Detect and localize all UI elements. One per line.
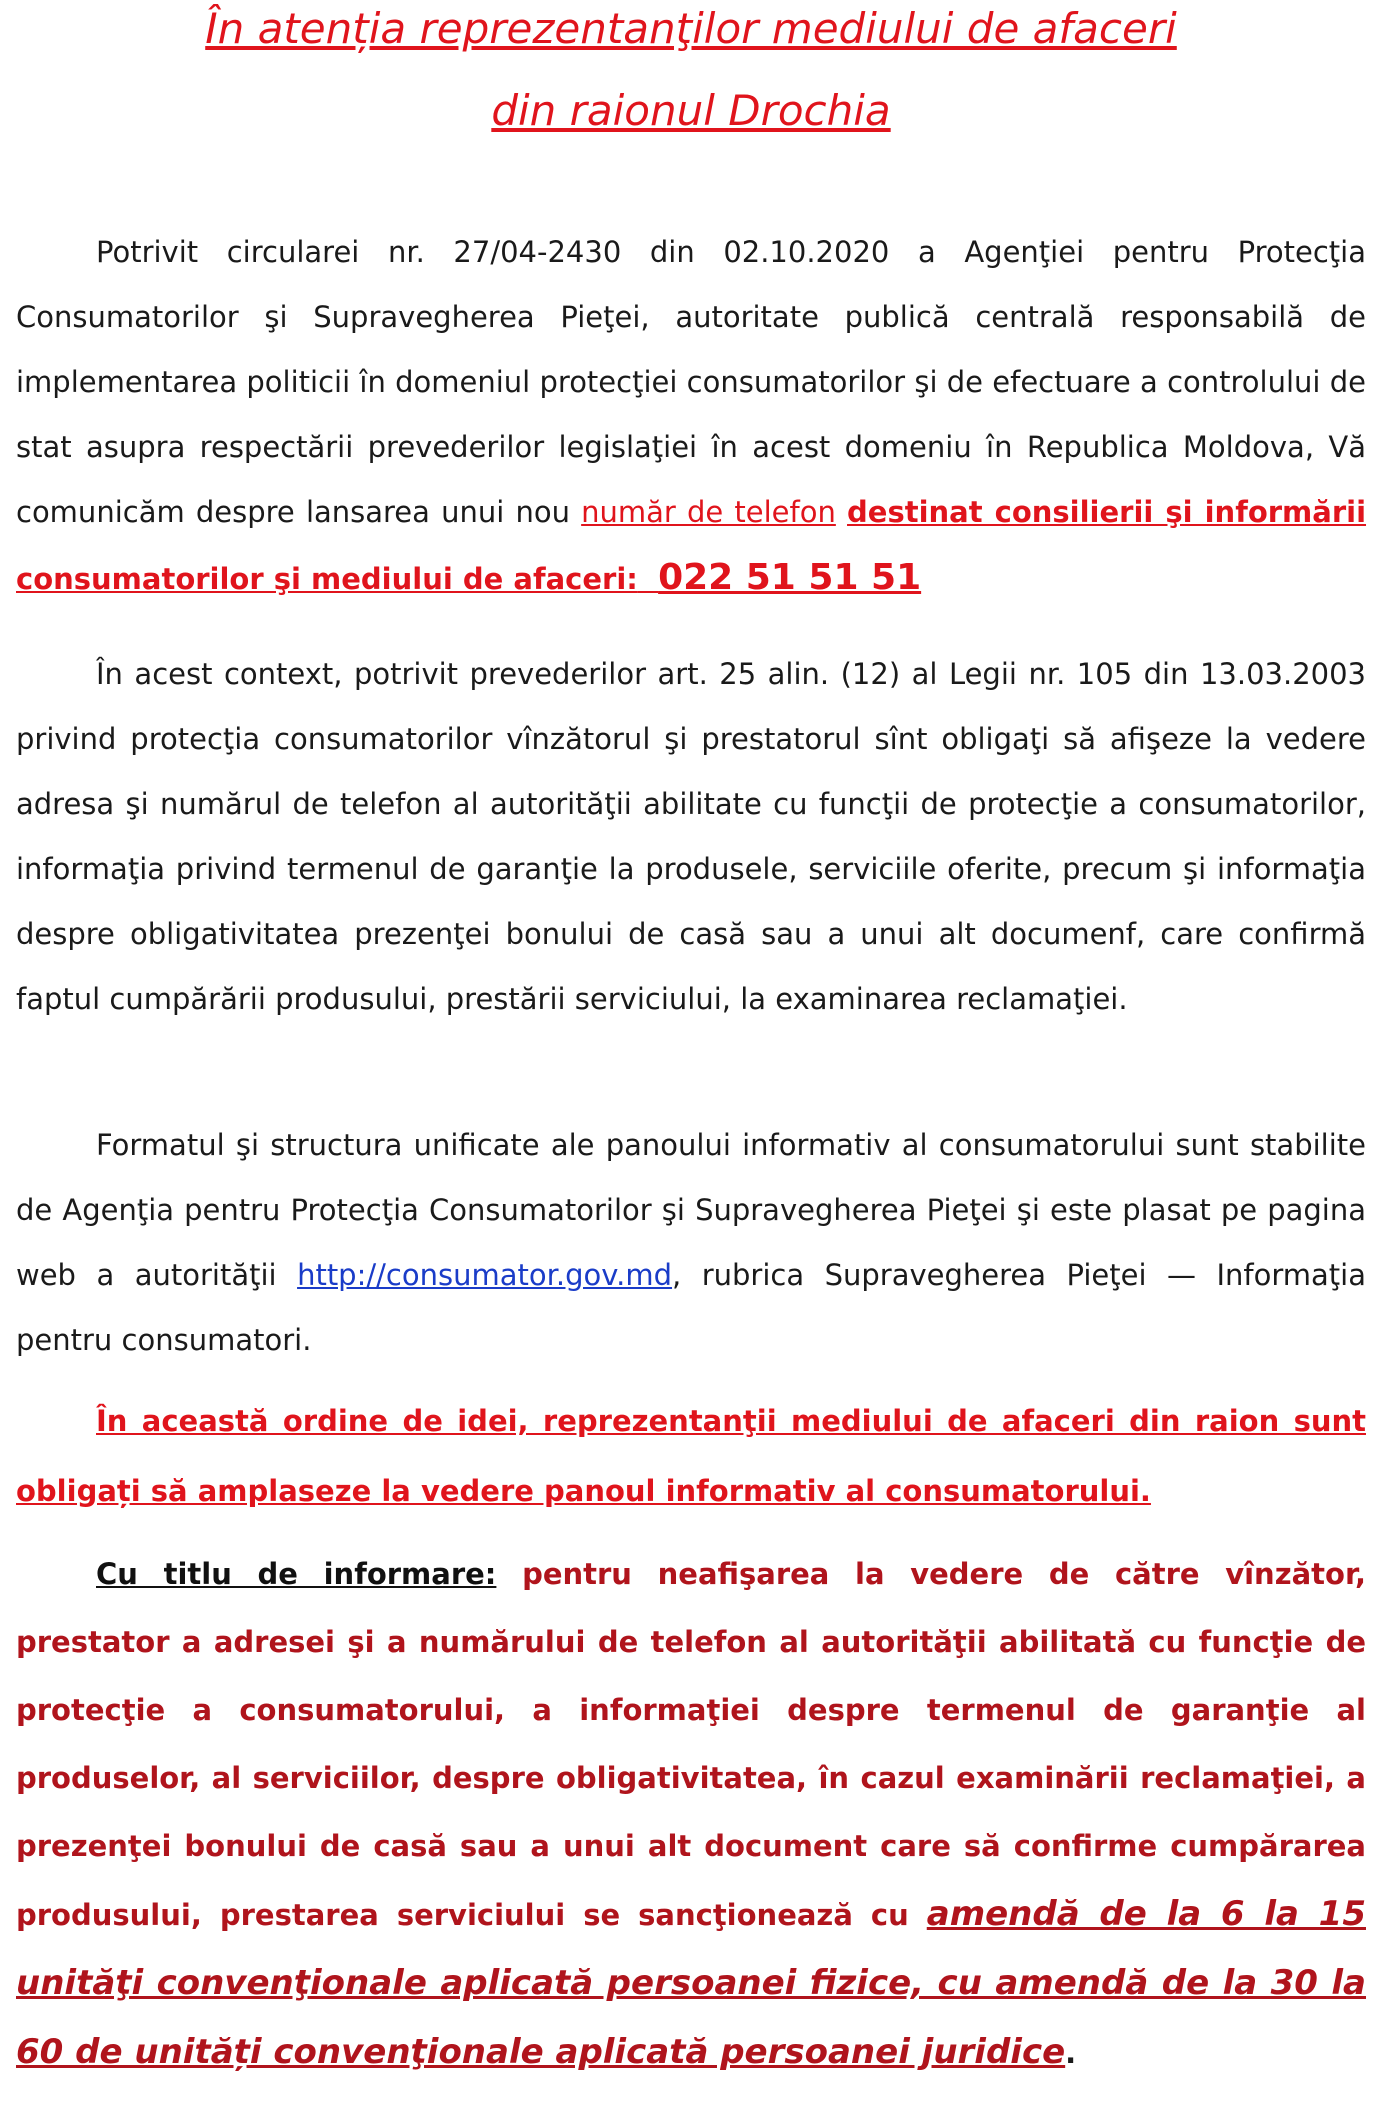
- paragraph-circular: [16, 220, 1366, 612]
- penalty-text: amendă de la 6 la 15 unităţi convenţionale aplicată persoanei fizice, cu amendă de la 30 la 60 de unități convenţionale aplicată persoanei juridice: [16, 1894, 1366, 2072]
- phone-number-label: număr de telefon: [581, 495, 836, 529]
- paragraph-legal-context: În acest context, potrivit prevederilor art. 25 alin. (12) al Legii nr. 105 din 13.03.2003 privind protecţia consumatorilor vînzătorul şi prestatorul sînt obligaţi să afişeze la vedere adresa şi numărul de telefon al autorităţii abilitate cu funcţii de protecţie a consumatorilor, informaţia privind termenul de garanţie la produsele, serviciile oferite, precum şi informaţia despre obligativitatea prezenţei bonului de casă sau a unui alt documenf, care confirmă faptul cumpărării produsului, prestării serviciului, la examinarea reclamaţiei.: [16, 657, 1366, 1016]
- obligation-text: În această ordine de idei, reprezentanţii mediului de afaceri din raion sunt obligați să amplaseze la vedere panoul informativ al consumatorului.: [16, 1404, 1366, 1508]
- sanction-text: pentru neafişarea la vedere de către vînzător, prestator a adresei şi a numărului de telefon al autorităţii abilitată cu funcţie de protecţie a consumatorului, a informaţiei despre termenul de garanţie al produselor, al serviciilor, despre obligativitatea, în cazul examinării reclamaţiei, a prezenţei bonului de casă sau a unui alt document care să confirme cumpărarea produsului, prestarea serviciului se sancţionează cu: [16, 1557, 1366, 1932]
- consumator-link[interactable]: http://consumator.gov.md: [297, 1258, 673, 1292]
- paragraph-format-text-after: , rubrica Supravegherea Pieţei — Informaţia pentru consumatori.: [16, 1258, 1366, 1357]
- paragraph-obligation: [16, 1386, 1366, 1526]
- paragraph-sanctions: [16, 1540, 1366, 2087]
- title-line-2: din raionul Drochia: [491, 86, 891, 135]
- phone-purpose-label: destinat consilierii şi informării consumatorilor şi mediului de afaceri:: [16, 495, 1367, 596]
- title-line-1: În atenția reprezentanţilor mediului de afaceri: [205, 4, 1177, 53]
- paragraph-format-text: Formatul şi structura unificate ale panoului informativ al consumatorului sunt stabilite de Agenţia pentru Protecţia Consumatorilor şi Supravegherea Pieţei şi este plasat pe pagina web a autorităţii: [16, 1128, 1366, 1292]
- paragraph-circular-text: Potrivit circularei nr. 27/04-2430 din 02.10.2020 a Agenţiei pentru Protecţia Consumatorilor şi Supravegherea Pieţei, autoritate publică centrală responsabilă de implementarea politicii în domeniul protecţiei consumatorilor şi de efectuare a controlului de stat asupra respectării prevederilor legislaţiei în acest domeniu în Republica Moldova, Vă comunicăm despre lansarea unui nou: [16, 235, 1366, 529]
- phone-number: 022 51 51 51: [658, 557, 922, 598]
- info-label: Cu titlu de informare:: [96, 1557, 497, 1591]
- final-period: .: [1065, 2036, 1077, 2070]
- paragraph-format: [16, 1113, 1366, 1373]
